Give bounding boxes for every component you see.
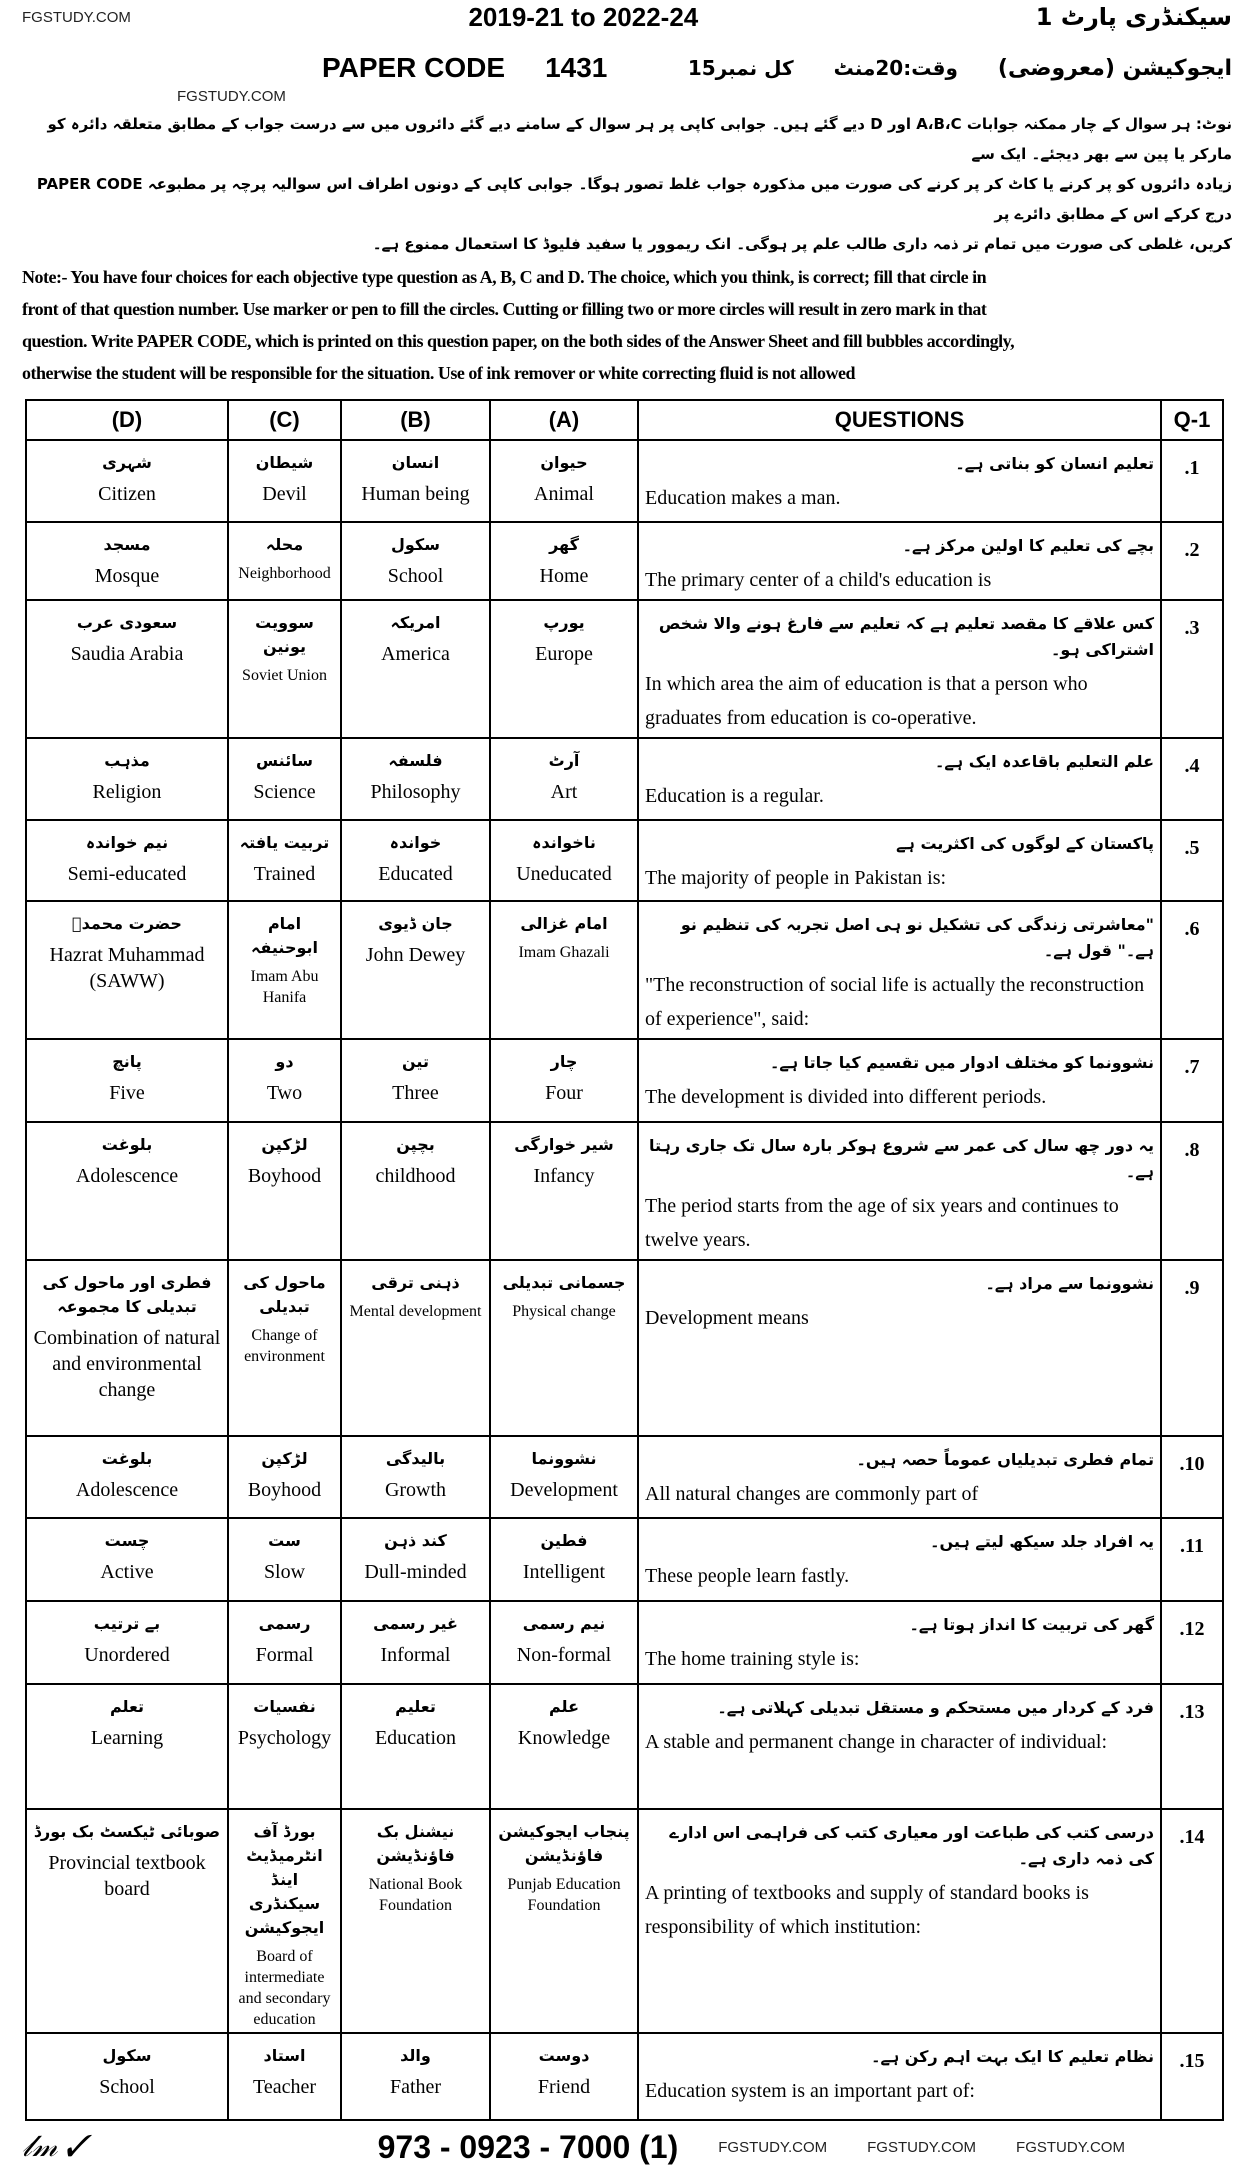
- option-b-urdu: سکول: [391, 535, 440, 554]
- option-d-urdu: شہری: [102, 453, 152, 472]
- option-b-urdu: والد: [400, 2046, 431, 2065]
- question-english: Development means: [645, 1307, 809, 1329]
- option-b-cell[interactable]: [341, 1122, 490, 1260]
- table-row: [26, 1809, 1223, 2033]
- option-b-urdu: فلسفہ: [388, 751, 443, 770]
- option-a-urdu: جسمانی تبدیلی: [502, 1273, 626, 1292]
- option-a-cell[interactable]: [490, 901, 638, 1039]
- option-b-urdu: ذہنی ترقی: [371, 1273, 460, 1292]
- option-c-english: Teacher: [253, 2076, 316, 2098]
- option-c-english: Science: [253, 781, 316, 803]
- option-b-cell[interactable]: [341, 2033, 490, 2120]
- option-d-english: Five: [109, 1082, 145, 1104]
- question-english: The period starts from the age of six years and continues to twelve years.: [645, 1195, 1119, 1251]
- question-cell: [638, 1436, 1161, 1518]
- option-a-english: Non-formal: [516, 1644, 612, 1666]
- question-cell: [638, 738, 1161, 820]
- option-b-urdu: بالیدگی: [385, 1449, 446, 1468]
- option-b-urdu: امریکہ: [390, 613, 441, 632]
- option-b-cell[interactable]: [341, 440, 490, 522]
- option-b-english: Father: [389, 2076, 442, 2098]
- table-header-row: [26, 400, 1223, 440]
- option-d-cell[interactable]: [26, 440, 228, 522]
- option-a-english: Europe: [535, 643, 593, 665]
- question-urdu: نظام تعلیم کا ایک بہت اہم رکن ہے۔: [871, 2047, 1154, 2066]
- question-english: "The reconstruction of social life is actually the reconstruction of experience", said:: [645, 974, 1145, 1030]
- option-b-urdu: خواندہ: [389, 833, 442, 852]
- option-d-urdu: صوبائی ٹیکسٹ بک بورڈ: [33, 1822, 221, 1841]
- option-b-urdu: غیر رسمی: [373, 1614, 458, 1633]
- question-cell: [638, 1039, 1161, 1122]
- col-header-d: (D): [26, 400, 228, 440]
- option-d-cell[interactable]: [26, 1518, 228, 1601]
- option-d-cell[interactable]: [26, 522, 228, 600]
- option-c-cell[interactable]: [228, 1809, 341, 2033]
- option-a-english: Four: [545, 1082, 583, 1104]
- question-cell: [638, 1684, 1161, 1809]
- option-c-cell[interactable]: [228, 1122, 341, 1260]
- note-urdu-line: نوٹ: ہر سوال کے چار ممکنہ جوابات A،B،C اور D دیے گئے ہیں۔ جوابی کاپی پر ہر سوال کے سامنے دیے گئے دائروں میں سے درست جواب کے مطابق متعلقہ دائرہ کو مارکر یا پین سے بھر دیجئے۔ ایک سے: [47, 115, 1232, 163]
- option-a-cell[interactable]: [490, 1039, 638, 1122]
- question-urdu: تعلیم انسان کو بناتی ہے۔: [955, 454, 1154, 473]
- option-b-cell[interactable]: [341, 820, 490, 901]
- option-c-cell[interactable]: [228, 1684, 341, 1809]
- option-c-urdu: ست: [268, 1531, 301, 1550]
- option-d-urdu: مسجد: [103, 535, 151, 554]
- exam-years: 2019-21 to 2022-24: [468, 1, 699, 32]
- option-a-cell[interactable]: [490, 1260, 638, 1436]
- option-d-english: Active: [100, 1561, 154, 1583]
- question-urdu: نشوونما کو مختلف ادوار میں تقسیم کیا جاتا ہے۔: [769, 1053, 1154, 1072]
- option-b-urdu: تعلیم: [395, 1697, 436, 1716]
- option-c-english: Boyhood: [247, 1165, 322, 1187]
- option-a-english: Physical change: [512, 1303, 616, 1320]
- option-d-english: School: [99, 2076, 155, 2098]
- question-cell: [638, 2033, 1161, 2120]
- option-b-urdu: انسان: [391, 453, 440, 472]
- option-c-english: Psychology: [237, 1727, 332, 1749]
- option-a-urdu: فطین: [540, 1531, 588, 1550]
- question-number: .3: [1161, 600, 1223, 738]
- question-cell: [638, 1122, 1161, 1260]
- option-b-urdu: بچپن: [396, 1135, 435, 1154]
- option-a-cell[interactable]: [490, 600, 638, 738]
- question-number: .10: [1161, 1436, 1223, 1518]
- option-b-cell[interactable]: [341, 1260, 490, 1436]
- question-urdu: تمام فطری تبدیلیاں عموماً حصہ ہیں۔: [856, 1450, 1154, 1469]
- question-cell: [638, 1809, 1161, 2033]
- col-header-q1: Q-1: [1161, 400, 1223, 440]
- option-b-cell[interactable]: [341, 738, 490, 820]
- option-b-english: Growth: [384, 1479, 447, 1501]
- question-urdu: درسی کتب کی طباعت اور معیاری کتب کی فراہمی اس ادارے کی ذمہ داری ہے۔: [669, 1823, 1154, 1868]
- option-c-urdu: امام ابوحنیفہ: [250, 914, 318, 957]
- option-d-cell[interactable]: [26, 1039, 228, 1122]
- option-c-english: Formal: [255, 1644, 314, 1666]
- question-cell: [638, 600, 1161, 738]
- option-c-cell[interactable]: [228, 2033, 341, 2120]
- question-cell: [638, 522, 1161, 600]
- option-a-urdu: حیوان: [540, 453, 588, 472]
- question-urdu: یہ افراد جلد سیکھ لیتے ہیں۔: [930, 1532, 1154, 1551]
- question-english: A printing of textbooks and supply of standard books is responsibility of which institution:: [645, 1882, 1089, 1938]
- option-d-cell[interactable]: [26, 1122, 228, 1260]
- option-a-english: Animal: [534, 483, 594, 505]
- question-english: A stable and permanent change in character of individual:: [645, 1731, 1108, 1753]
- option-b-cell[interactable]: [341, 600, 490, 738]
- question-cell: [638, 1518, 1161, 1601]
- option-b-cell[interactable]: [341, 1436, 490, 1518]
- option-d-urdu: مذہب: [104, 751, 150, 770]
- option-c-urdu: تربیت یافتہ: [239, 833, 330, 852]
- table-row: [26, 1260, 1223, 1436]
- option-c-english: Soviet Union: [242, 667, 327, 684]
- question-english: The majority of people in Pakistan is:: [645, 867, 947, 889]
- option-c-english: Neighborhood: [238, 565, 331, 582]
- watermark: FGSTUDY.COM: [177, 88, 286, 105]
- option-a-cell[interactable]: [490, 820, 638, 901]
- question-number: .14: [1161, 1809, 1223, 2033]
- option-c-english: Change of environment: [244, 1327, 325, 1365]
- option-b-english: America: [381, 643, 450, 665]
- option-a-urdu: علم: [548, 1697, 579, 1716]
- footer-paper-code: 973 - 0923 - 7000 (1): [377, 2128, 679, 2165]
- option-b-english: Mental development: [349, 1303, 482, 1320]
- header-top-line: [22, 0, 1232, 34]
- option-c-urdu: رسمی: [258, 1614, 311, 1633]
- question-english: The development is divided into different periods.: [645, 1086, 1047, 1108]
- question-number: .12: [1161, 1601, 1223, 1684]
- option-c-cell[interactable]: [228, 901, 341, 1039]
- question-cell: [638, 901, 1161, 1039]
- option-c-urdu: سائنس: [256, 751, 313, 770]
- option-a-urdu: امام غزالی: [520, 914, 608, 933]
- note-english-line: otherwise the student will be responsible for the situation. Use of ink remover or white correcting fluid is not allowed: [22, 363, 855, 383]
- table-row: [26, 600, 1223, 738]
- table-row: [26, 1039, 1223, 1122]
- option-a-cell[interactable]: [490, 2033, 638, 2120]
- question-urdu: بچے کی تعلیم کا اولین مرکز ہے۔: [902, 536, 1154, 555]
- question-cell: [638, 440, 1161, 522]
- option-d-cell[interactable]: [26, 2033, 228, 2120]
- question-number: .8: [1161, 1122, 1223, 1260]
- option-b-cell[interactable]: [341, 1684, 490, 1809]
- option-a-urdu: پنجاب ایجوکیشن فاؤنڈیشن: [498, 1822, 630, 1865]
- option-a-urdu: یورپ: [543, 613, 585, 632]
- question-english: Education is a regular.: [645, 785, 824, 807]
- table-row: [26, 440, 1223, 522]
- watermark: FGSTUDY.COM: [22, 8, 131, 26]
- option-b-english: Human being: [361, 483, 470, 505]
- watermark: FGSTUDY.COM: [718, 2138, 828, 2156]
- table-row: [26, 1601, 1223, 1684]
- question-number: .4: [1161, 738, 1223, 820]
- option-d-english: Mosque: [94, 565, 160, 587]
- option-c-urdu: لڑکپن: [261, 1135, 308, 1154]
- footer: [22, 2127, 1232, 2167]
- option-a-english: Knowledge: [517, 1727, 611, 1749]
- option-d-english: Semi-educated: [67, 863, 187, 885]
- option-b-urdu: جان ڈیوی: [378, 914, 453, 933]
- option-d-cell[interactable]: [26, 1684, 228, 1809]
- question-number: .9: [1161, 1260, 1223, 1436]
- question-number: .11: [1161, 1518, 1223, 1601]
- question-english: In which area the aim of education is that a person who graduates from education is co-operative.: [645, 673, 1088, 729]
- option-b-english: John Dewey: [365, 944, 466, 966]
- col-header-a: (A): [490, 400, 638, 440]
- option-a-english: Uneducated: [516, 863, 612, 885]
- option-a-urdu: شیر خوارگی: [514, 1135, 614, 1154]
- header-title-line: [22, 52, 1232, 84]
- option-c-english: Boyhood: [247, 1479, 322, 1501]
- option-c-urdu: شیطان: [255, 453, 314, 472]
- option-d-english: Combination of natural and environmental change: [33, 1327, 221, 1401]
- option-b-urdu: تین: [402, 1052, 429, 1071]
- option-c-urdu: سوویت یونین: [255, 613, 314, 656]
- table-row: [26, 738, 1223, 820]
- option-a-urdu: آرٹ: [548, 751, 580, 770]
- question-cell: [638, 820, 1161, 901]
- option-d-urdu: سکول: [102, 2046, 152, 2065]
- table-row: [26, 2033, 1223, 2120]
- option-d-cell[interactable]: [26, 901, 228, 1039]
- question-number: .5: [1161, 820, 1223, 901]
- question-urdu: یہ دور چھ سال کی عمر سے شروع ہوکر بارہ سال تک جاری رہتا ہے۔: [649, 1136, 1154, 1181]
- question-number: .15: [1161, 2033, 1223, 2120]
- note-english-line: Note:- You have four choices for each objective type question as A, B, C and D. The choice, which you think, is correct; fill that circle in: [22, 267, 987, 287]
- question-english: The primary center of a child's education is: [645, 569, 992, 591]
- option-c-urdu: بورڈ آف انٹرمیڈیٹ اینڈ سیکنڈری ایجوکیشن: [244, 1822, 325, 1937]
- option-b-urdu: کند ذہن: [384, 1531, 447, 1550]
- col-header-b: (B): [341, 400, 490, 440]
- question-cell: [638, 1260, 1161, 1436]
- option-b-english: childhood: [375, 1165, 456, 1187]
- option-b-english: Education: [374, 1727, 457, 1749]
- note-english-line: front of that question number. Use marker or pen to fill the circles. Cutting or filling two or more circles will result in zero mark in that: [22, 299, 987, 319]
- option-d-urdu: فطری اور ماحول کی تبدیلی کا مجموعہ: [42, 1273, 212, 1316]
- option-a-urdu: گھر: [549, 535, 579, 554]
- question-urdu: کس علاقے کا مقصد تعلیم ہے کہ تعلیم سے فارغ ہونے والا شخص اشتراکی ہو۔: [658, 614, 1154, 659]
- option-d-english: Religion: [92, 781, 162, 803]
- question-cell: [638, 1601, 1161, 1684]
- option-b-urdu: نیشنل بک فاؤنڈیشن: [376, 1822, 455, 1865]
- option-d-english: Adolescence: [75, 1479, 179, 1501]
- option-b-cell[interactable]: [341, 901, 490, 1039]
- question-english: The home training style is:: [645, 1648, 860, 1670]
- option-d-urdu: بلوغت: [101, 1449, 153, 1468]
- option-a-english: Home: [539, 565, 589, 587]
- question-number: .1: [1161, 440, 1223, 522]
- option-b-english: Three: [392, 1082, 439, 1104]
- option-c-english: Slow: [263, 1561, 306, 1583]
- option-a-english: Imam Ghazali: [518, 944, 610, 961]
- option-b-cell[interactable]: [341, 1809, 490, 2033]
- mcq-table: [25, 399, 1224, 2121]
- option-c-cell[interactable]: [228, 1039, 341, 1122]
- note-urdu-line: زیادہ دائروں کو پر کرنے یا کاٹ کر پر کرنے کی صورت میں مذکورہ جواب غلط تصور ہوگا۔ جوابی کاپی کے دونوں اطراف اس سوالیہ پرچہ پر مطبوعہ PAPER CODE درج کرکے اس کے مطابق دائرے پر: [36, 175, 1232, 223]
- class-title: سیکنڈری پارٹ 1: [1035, 3, 1232, 31]
- option-a-urdu: نشوونما: [531, 1449, 597, 1468]
- option-d-cell[interactable]: [26, 600, 228, 738]
- option-a-urdu: ناخواندہ: [532, 833, 596, 852]
- option-a-cell[interactable]: [490, 522, 638, 600]
- note-urdu: [22, 109, 1232, 259]
- paper-code-label: PAPER CODE: [322, 52, 506, 83]
- watermark: FGSTUDY.COM: [867, 2138, 977, 2156]
- question-number: .7: [1161, 1039, 1223, 1122]
- option-b-english: Educated: [378, 863, 453, 885]
- question-english: All natural changes are commonly part of: [645, 1483, 979, 1505]
- option-c-english: Imam Abu Hanifa: [250, 968, 319, 1006]
- option-b-cell[interactable]: [341, 1518, 490, 1601]
- option-b-english: Informal: [380, 1644, 451, 1666]
- option-d-cell[interactable]: [26, 1436, 228, 1518]
- option-d-english: Citizen: [98, 483, 156, 505]
- option-c-cell[interactable]: [228, 1436, 341, 1518]
- col-header-questions: QUESTIONS: [638, 400, 1161, 440]
- option-c-english: Board of intermediate and secondary education: [238, 1948, 331, 2028]
- option-a-cell[interactable]: [490, 1601, 638, 1684]
- option-b-english: Philosophy: [370, 781, 461, 803]
- option-d-english: Unordered: [84, 1644, 170, 1666]
- option-d-urdu: پانچ: [112, 1052, 142, 1071]
- option-b-english: Dull-minded: [364, 1561, 467, 1583]
- option-c-cell[interactable]: [228, 440, 341, 522]
- option-a-english: Infancy: [533, 1165, 595, 1187]
- option-d-urdu: نیم خواندہ: [85, 833, 169, 852]
- table-row: [26, 1122, 1223, 1260]
- total-marks: کل نمبر15: [687, 56, 794, 80]
- question-number: .13: [1161, 1684, 1223, 1809]
- option-d-cell[interactable]: [26, 1601, 228, 1684]
- option-d-cell[interactable]: [26, 738, 228, 820]
- option-d-urdu: تعلم: [109, 1697, 145, 1716]
- question-english: These people learn fastly.: [645, 1565, 850, 1587]
- question-english: Education system is an important part of:: [645, 2080, 975, 2102]
- option-a-english: Punjab Education Foundation: [507, 1876, 621, 1914]
- option-c-cell[interactable]: [228, 1601, 341, 1684]
- option-d-english: Learning: [90, 1727, 164, 1749]
- option-c-cell[interactable]: [228, 600, 341, 738]
- option-a-cell[interactable]: [490, 1809, 638, 2033]
- option-a-cell[interactable]: [490, 738, 638, 820]
- option-d-english: Saudia Arabia: [70, 643, 184, 665]
- option-d-urdu: سعودی عرب: [76, 613, 178, 632]
- option-d-urdu: حضرت محمدؐ: [72, 914, 182, 933]
- option-a-cell[interactable]: [490, 1518, 638, 1601]
- question-urdu: گھر کی تربیت کا انداز ہوتا ہے۔: [909, 1615, 1154, 1634]
- option-a-cell[interactable]: [490, 1122, 638, 1260]
- option-c-urdu: دو: [275, 1052, 294, 1071]
- option-c-cell[interactable]: [228, 1260, 341, 1436]
- option-d-cell[interactable]: [26, 1260, 228, 1436]
- option-a-urdu: چار: [550, 1052, 578, 1071]
- option-a-urdu: نیم رسمی: [522, 1614, 606, 1633]
- option-a-english: Friend: [537, 2076, 591, 2098]
- option-c-urdu: لڑکپن: [261, 1449, 308, 1468]
- option-b-english: National Book Foundation: [368, 1876, 463, 1914]
- option-b-english: School: [387, 565, 444, 587]
- option-a-english: Intelligent: [522, 1561, 606, 1583]
- option-c-urdu: ماحول کی تبدیلی: [243, 1273, 326, 1316]
- table-row: [26, 820, 1223, 901]
- option-a-urdu: دوست: [538, 2046, 590, 2065]
- option-d-urdu: چست: [104, 1531, 150, 1550]
- table-row: [26, 1684, 1223, 1809]
- option-c-cell[interactable]: [228, 738, 341, 820]
- question-urdu: "معاشرتی زندگی کی تشکیل نو ہی اصل تجربہ کی تنظیم نو ہے۔" قول ہے۔: [680, 915, 1154, 960]
- question-number: .2: [1161, 522, 1223, 600]
- table-row: [26, 901, 1223, 1039]
- option-d-cell[interactable]: [26, 820, 228, 901]
- option-c-english: Devil: [262, 483, 307, 505]
- col-header-c: (C): [228, 400, 341, 440]
- option-a-cell[interactable]: [490, 1436, 638, 1518]
- option-d-english: Hazrat Muhammad (SAWW): [49, 944, 205, 992]
- paper-code: 1431: [545, 52, 608, 83]
- option-d-urdu: بے ترتیب: [93, 1614, 161, 1633]
- question-urdu: نشوونما سے مراد ہے۔: [985, 1274, 1154, 1293]
- watermark: FGSTUDY.COM: [1016, 2138, 1125, 2156]
- option-b-cell[interactable]: [341, 1039, 490, 1122]
- note-english: [22, 265, 1232, 385]
- option-c-cell[interactable]: [228, 1518, 341, 1601]
- option-b-cell[interactable]: [341, 1601, 490, 1684]
- table-row: [26, 1436, 1223, 1518]
- question-number: .6: [1161, 901, 1223, 1039]
- question-urdu: علم التعلیم باقاعدہ ایک ہے۔: [935, 752, 1154, 771]
- question-urdu: پاکستان کے لوگوں کی اکثریت ہے: [896, 834, 1154, 853]
- option-d-english: Provincial textbook board: [48, 1852, 206, 1900]
- option-d-english: Adolescence: [75, 1165, 179, 1187]
- option-c-urdu: نفسیات: [253, 1697, 316, 1716]
- time-allowed: وقت:20منٹ: [833, 56, 958, 80]
- option-c-english: Trained: [253, 863, 316, 885]
- option-c-english: Two: [266, 1082, 303, 1104]
- option-c-urdu: استاد: [263, 2046, 306, 2065]
- option-a-english: Art: [550, 781, 578, 803]
- option-c-cell[interactable]: [228, 820, 341, 901]
- option-c-urdu: محلہ: [265, 535, 304, 554]
- option-d-urdu: بلوغت: [101, 1135, 153, 1154]
- option-b-cell[interactable]: [341, 522, 490, 600]
- note-english-line: question. Write PAPER CODE, which is printed on this question paper, on the both sides of the Answer Sheet and fill bubbles accordingly,: [22, 331, 1015, 351]
- question-english: Education makes a man.: [645, 487, 841, 509]
- table-row: [26, 1518, 1223, 1601]
- option-a-english: Development: [510, 1479, 618, 1501]
- option-a-cell[interactable]: [490, 440, 638, 522]
- table-row: [26, 522, 1223, 600]
- option-d-cell[interactable]: [26, 1809, 228, 2033]
- subject-title: ایجوکیشن (معروضی): [997, 55, 1232, 81]
- note-urdu-line: کریں، غلطی کی صورت میں تمام تر ذمہ داری طالب علم پر ہوگی۔ انک ریموور یا سفید فلیوڈ کا استعمال ممنوع ہے۔: [372, 235, 1232, 253]
- signature-mark: 𝓁𝓂 ✓: [22, 2130, 88, 2163]
- option-c-cell[interactable]: [228, 522, 341, 600]
- question-urdu: فرد کے کردار میں مستحکم و مستقل تبدیلی کہلاتی ہے۔: [717, 1698, 1154, 1717]
- option-a-cell[interactable]: [490, 1684, 638, 1809]
